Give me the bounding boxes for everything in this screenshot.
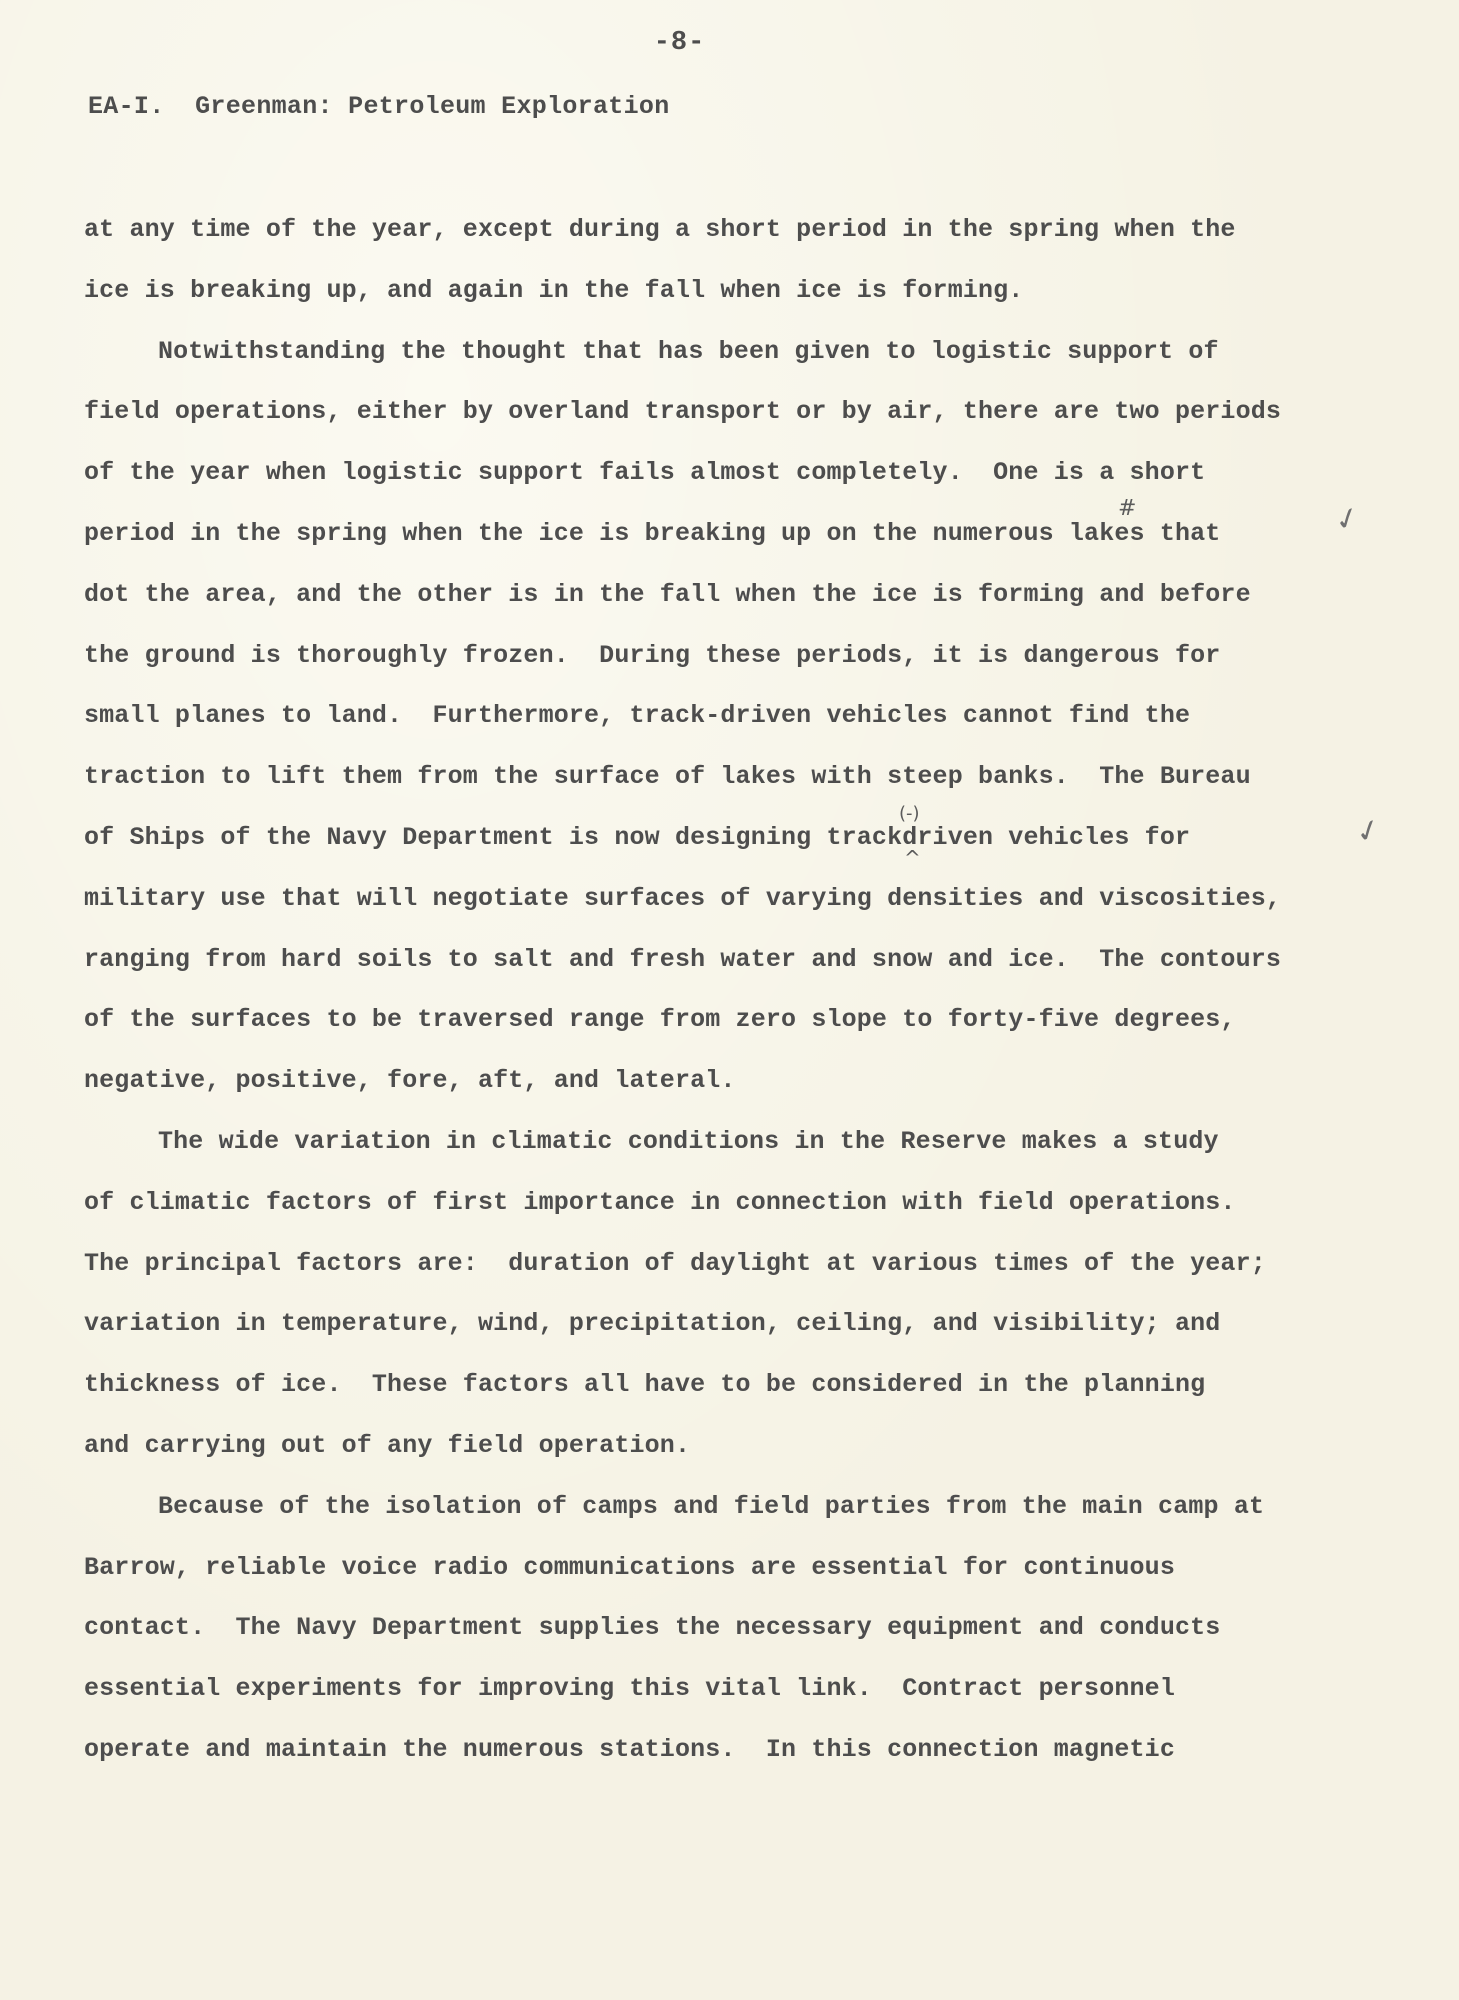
handwritten-caret: ^ (904, 846, 921, 870)
margin-check-mark: ✓ (1330, 498, 1365, 541)
text-line: of the year when logistic support fails almost completely. One is a short (84, 458, 1206, 488)
text-line: thickness of ice. These factors all have to be considered in the planning (84, 1370, 1206, 1400)
text-line: field operations, either by overland transport or by air, there are two periods (84, 397, 1282, 427)
text-line: at any time of the year, except during a short period in the spring when the (84, 215, 1236, 244)
text-line: the ground is thoroughly frozen. During these periods, it is dangerous for (84, 640, 1221, 670)
text-line: dot the area, and the other is in the fall when the ice is forming and before (84, 579, 1251, 609)
text-line: of Ships of the Navy Department is now designing trackdriven vehicles for (84, 822, 1191, 852)
text-line: variation in temperature, wind, precipitation, ceiling, and visibility; and (84, 1309, 1221, 1339)
text-line: military use that will negotiate surfaces of varying densities and viscosities, (84, 883, 1282, 913)
text-line: essential experiments for improving this vital link. Contract personnel (84, 1674, 1175, 1704)
text-line: period in the spring when the ice is breaking up on the numerous lakes that (84, 518, 1221, 548)
text-line: Barrow, reliable voice radio communications are essential for continuous (84, 1552, 1175, 1582)
text-line: The principal factors are: duration of daylight at various times of the year; (84, 1248, 1266, 1278)
text-line: operate and maintain the numerous stations. In this connection magnetic (84, 1734, 1175, 1764)
page-number: -8- (653, 28, 706, 58)
text-line: ice is breaking up, and again in the fall when ice is forming. (84, 275, 1024, 305)
handwritten-insert-hyphen: (-) (899, 803, 920, 824)
text-line: ranging from hard soils to salt and fresh water and snow and ice. The contours (84, 944, 1282, 974)
handwritten-insert-hash: # (1118, 496, 1137, 521)
text-line: small planes to land. Furthermore, track-driven vehicles cannot find the (84, 701, 1191, 731)
body-text (84, 210, 1334, 1791)
margin-check-mark: ✓ (1351, 810, 1386, 853)
running-header: EA-I. Greenman: Petroleum Exploration (88, 92, 670, 121)
paragraph-first-line: The wide variation in climatic conditions in the Reserve makes a study (158, 1126, 1219, 1156)
text-line: of the surfaces to be traversed range from zero slope to forty-five degrees, (84, 1005, 1236, 1035)
text-line: traction to lift them from the surface of lakes with steep banks. The Bureau (84, 762, 1251, 792)
text-line: negative, positive, fore, aft, and lateral. (84, 1066, 736, 1096)
text-line: contact. The Navy Department supplies the necessary equipment and conducts (84, 1613, 1221, 1643)
paragraph-first-line: Notwithstanding the thought that has been given to logistic support of (158, 336, 1219, 366)
paragraph-first-line: Because of the isolation of camps and field parties from the main camp at (158, 1491, 1265, 1521)
text-line: of climatic factors of first importance in connection with field operations. (84, 1187, 1236, 1217)
text-line: and carrying out of any field operation. (84, 1430, 691, 1460)
